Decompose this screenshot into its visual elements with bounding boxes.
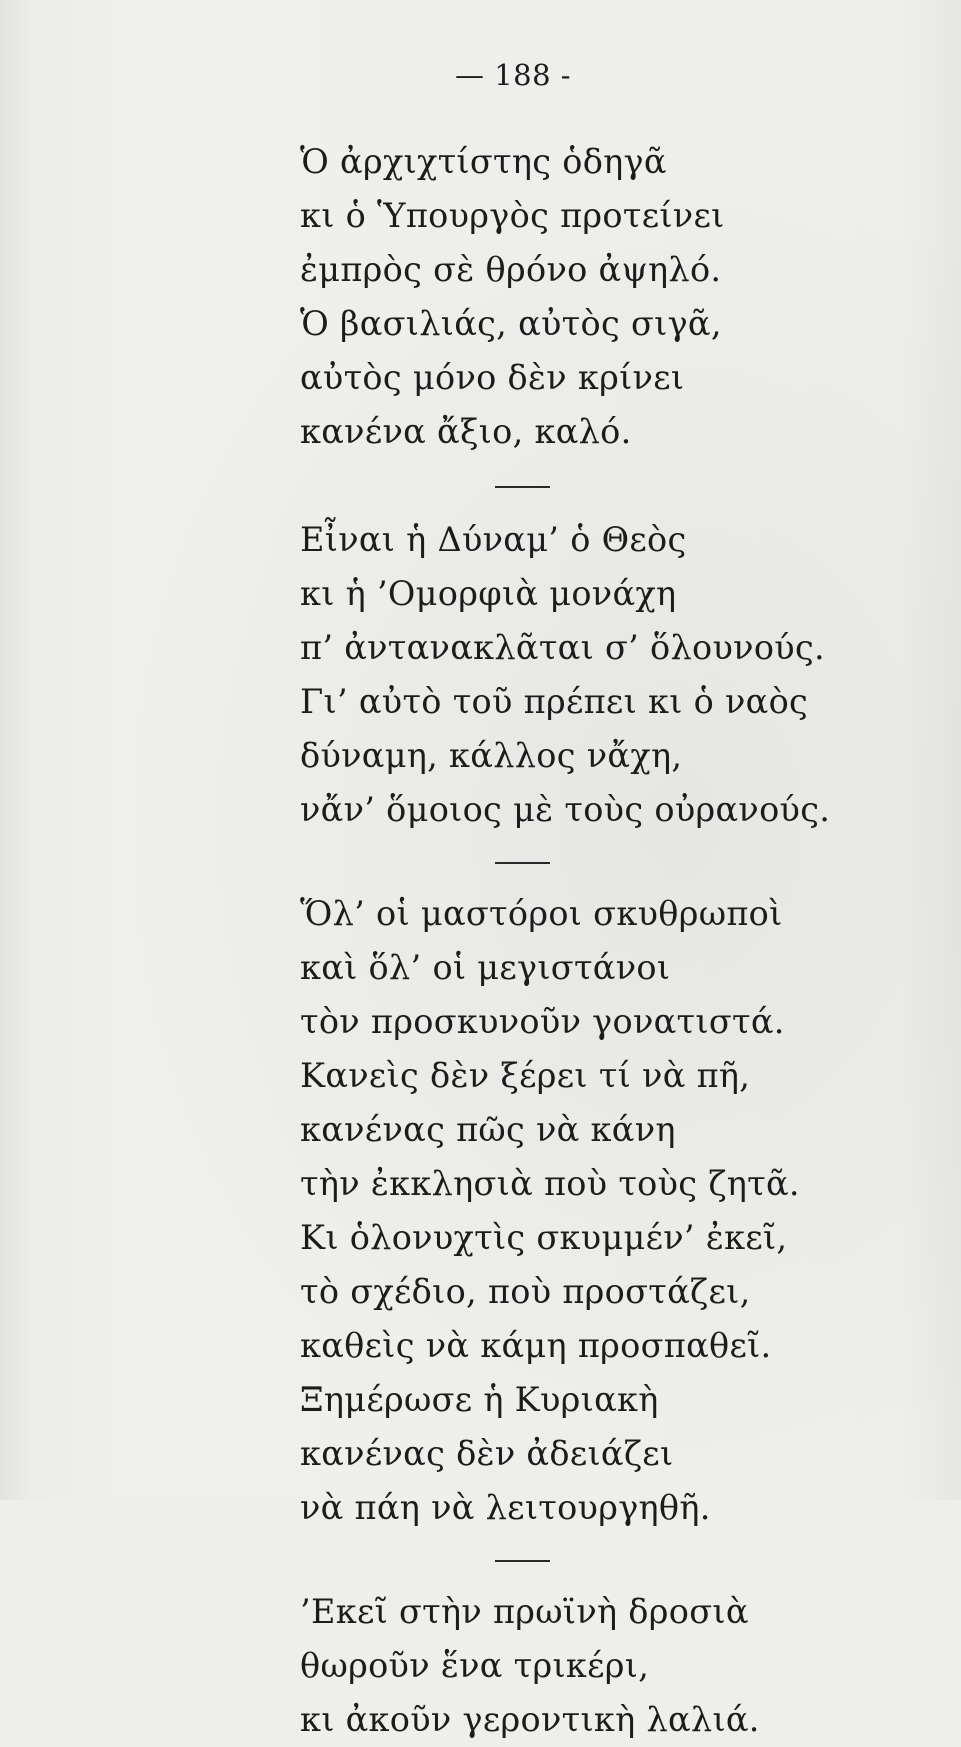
stanza-divider (300, 837, 860, 887)
stanza-3 (300, 887, 860, 1535)
verse-line: κι ἡ ’Ομορφιὰ μονάχη (300, 574, 677, 613)
verse-line: κανένας δὲν ἀδειάζει (300, 1434, 674, 1473)
poem (300, 135, 860, 1747)
verse-line: τὴν ἐκκλησιὰ ποὺ τοὺς ζητᾶ. (300, 1164, 800, 1203)
verse-line: τὸ σχέδιο, ποὺ προστάζει, (300, 1272, 751, 1311)
verse-line: κι ἀκοῦν γεροντικὴ λαλιά. (300, 1700, 760, 1739)
verse-line: αὐτὸς μόνο δὲν κρίνει (300, 358, 685, 397)
verse-line: Ξημέρωσε ἡ Κυριακὴ (300, 1380, 659, 1419)
stanza-divider (300, 459, 860, 513)
verse-line: κανένας πῶς νὰ κάνη (300, 1110, 676, 1149)
verse-line: καθεὶς νὰ κάμη προσπαθεῖ. (300, 1326, 772, 1365)
stanza-1 (300, 135, 860, 459)
verse-line: ’Εκεῖ στὴν πρωϊνὴ δροσιὰ (300, 1592, 749, 1631)
stanza-2 (300, 513, 860, 837)
verse-line: Εἶναι ἡ Δύναμ’ ὁ Θεὸς (300, 520, 687, 559)
verse-line: Κανεὶς δὲν ξέρει τί νὰ πῆ, (300, 1056, 751, 1095)
page-number: — 188 - (455, 58, 572, 92)
verse-line: νἄν’ ὅμοιος μὲ τοὺς οὐρανούς. (300, 790, 831, 829)
verse-line: θωροῦν ἕνα τρικέρι, (300, 1646, 650, 1685)
verse-line: καὶ ὅλ’ οἱ μεγιστάνοι (300, 948, 671, 987)
verse-line: δύναμη, κάλλος νἄχη, (300, 736, 683, 775)
verse-line: νὰ πάη νὰ λειτουργηθῆ. (300, 1488, 711, 1527)
verse-line: Γι’ αὐτὸ τοῦ πρέπει κι ὁ ναὸς (300, 682, 809, 721)
verse-line: Ὅλ’ οἱ μαστόροι σκυθρωποὶ (300, 894, 783, 933)
stanza-divider (300, 1535, 860, 1585)
verse-line: Ὁ ἀρχιχτίστης ὁδηγᾶ (300, 142, 667, 181)
verse-line: π’ ἀντανακλᾶται σ’ ὅλουνούς. (300, 628, 825, 667)
stanza-4 (300, 1585, 860, 1747)
verse-line: κανένα ἄξιο, καλό. (300, 412, 632, 451)
verse-line: ἐμπρὸς σὲ θρόνο ἀψηλό. (300, 250, 722, 289)
verse-line: τὸν προσκυνοῦν γονατιστά. (300, 1002, 785, 1041)
verse-line: κι ὁ Ὑπουργὸς προτείνει (300, 196, 725, 235)
verse-line: Κι ὁλονυχτὶς σκυμμέν’ ἐκεῖ, (300, 1218, 788, 1257)
verse-line: Ὁ βασιλιάς, αὐτὸς σιγᾶ, (300, 304, 722, 343)
